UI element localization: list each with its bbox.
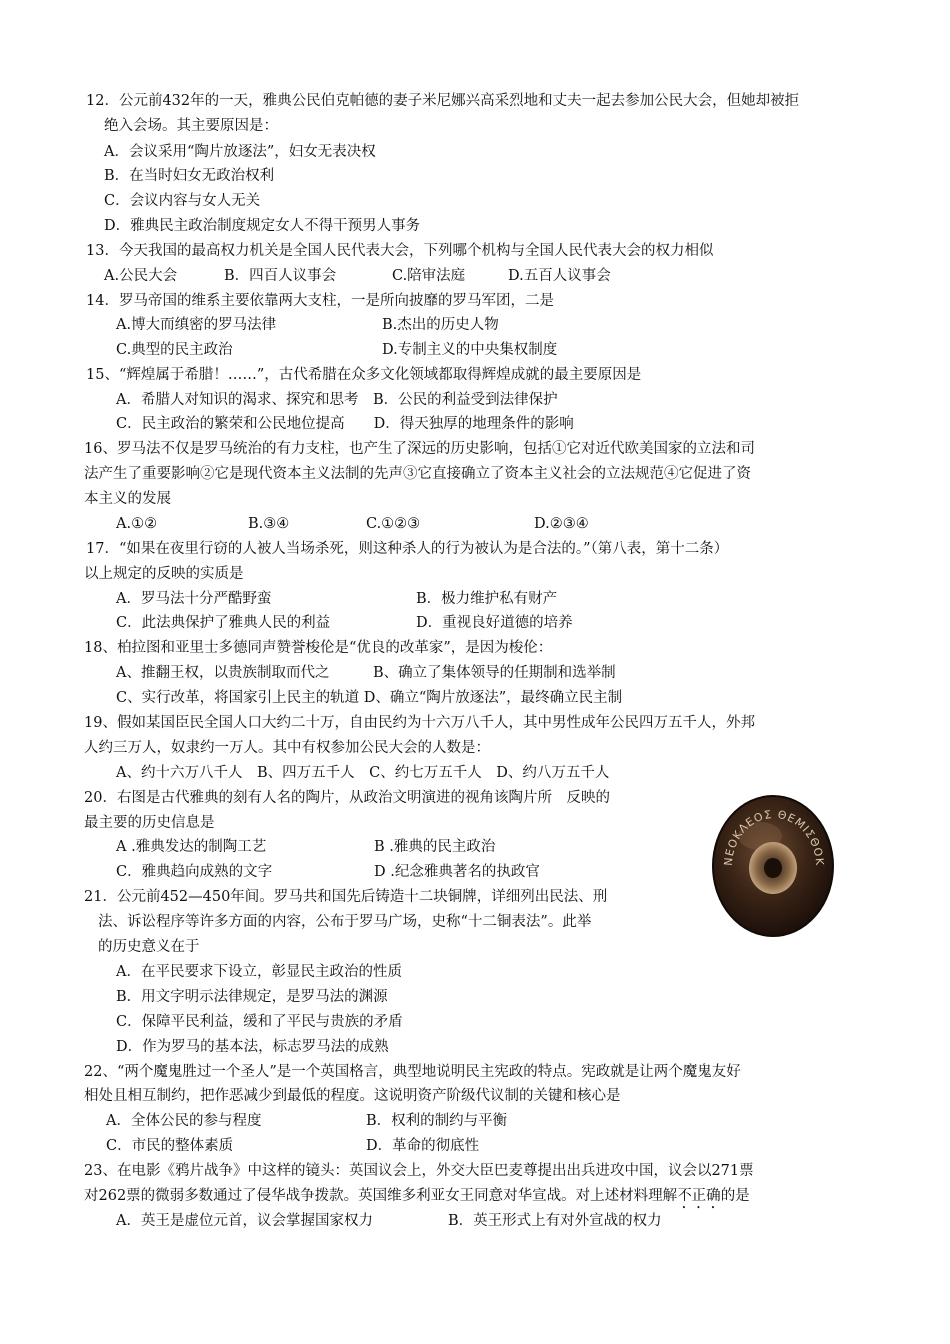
q21-option-a: A．在平民要求下设立，彰显民主政治的性质	[116, 964, 402, 980]
q12-stem-line2: 绝入会场。其主要原因是：	[104, 118, 278, 134]
q21-option-d: D．作为罗马的基本法，标志罗马法的成熟	[116, 1039, 389, 1055]
q13-stem: 13．今天我国的最高权力机关是全国人民代表大会，下列哪个机构与全国人民代表大会的权力相似	[86, 243, 714, 259]
q22-option-b: B．权利的制约与平衡	[366, 1113, 508, 1129]
q19-stem-line2: 人约三万人，奴隶约一万人。其中有权参加公民大会的人数是：	[84, 740, 490, 756]
q15-stem: 15、“辉煌属于希腊！……”，古代希腊在众多文化领域都取得辉煌成就的最主要原因是	[86, 367, 642, 383]
q17-stem-line1: 17．“如果在夜里行窃的人被人当场杀死，则这种杀人的行为被认为是合法的。”（第八表，第十二条）	[86, 541, 729, 557]
ostracon-image	[710, 790, 836, 938]
q23-stem-line2-a: 对262票的微弱多数通过了侵华战争拨款。英国维多利亚女王同意对华宣战。对上述材料理解	[84, 1188, 678, 1204]
q23-option-a: A．英王是虚位元首，议会掌握国家权力	[116, 1213, 373, 1229]
q16-option-c: C.①②③	[366, 516, 421, 532]
q20-option-d: D .纪念雅典著名的执政官	[374, 864, 540, 880]
q23-stem-line2-c: 的是	[720, 1188, 750, 1204]
q16-option-b: B.③④	[248, 516, 290, 532]
q18-options-ab: A、推翻王权，以贵族制取而代之 B、确立了集体领导的任期制和选举制	[116, 665, 616, 681]
q17-option-a: A．罗马法十分严酷野蛮	[116, 591, 272, 607]
q18-stem: 18、柏拉图和亚里士多德同声赞誉梭伦是“优良的改革家”，是因为梭伦：	[84, 640, 553, 656]
q22-stem-line1: 22、“两个魔鬼胜过一个圣人”是一个英国格言，典型地说明民主宪政的特点。宪政就是让两个魔鬼友好	[84, 1064, 741, 1080]
q16-stem-line1: 16、罗马法不仅是罗马统治的有力支柱，也产生了深远的历史影响，包括①它对近代欧美国家的立法和司	[84, 441, 755, 457]
q23-option-b: B．英王形式上有对外宣战的权力	[448, 1213, 662, 1229]
q21-option-c: C．保障平民利益，缓和了平民与贵族的矛盾	[116, 1014, 403, 1030]
q18-options-cd: C、实行改革，将国家引上民主的轨道 D、确立“陶片放逐法”，最终确立民主制	[116, 690, 623, 706]
q17-option-d: D．重视良好道德的培养	[416, 615, 573, 631]
q17-option-b: B．极力维护私有财产	[416, 591, 558, 607]
q21-stem-line1: 21．公元前452—450年间。罗马共和国先后铸造十二块铜牌，详细列出民法、刑	[84, 889, 608, 905]
q16-option-a: A.①②	[116, 516, 158, 532]
q21-stem-line2: 法、诉讼程序等许多方面的内容，公布于罗马广场，史称“十二铜表法”。此举	[98, 914, 592, 930]
ostracon-icon	[710, 790, 836, 938]
q17-stem-line2: 以上规定的反映的实质是	[84, 566, 244, 582]
q22-stem-line2: 相处且相互制约，把作恶减少到最低的程度。这说明资产阶级代议制的关键和核心是	[84, 1088, 621, 1104]
q20-option-c: C．雅典趋向成熟的文字	[116, 864, 273, 880]
ostracon-inscription: ΝΕΟΚΛΕΟΣ ΘΕΜΙΣΘΟΚ	[721, 807, 827, 867]
q14-option-b: B.杰出的历史人物	[382, 317, 499, 333]
q19-options: A、约十六万八千人 B、四万五千人 C、约七万五千人 D、约八万五千人	[116, 765, 610, 781]
q12-option-d: D．雅典民主政治制度规定女人不得干预男人事务	[104, 218, 421, 234]
q20-option-b: B .雅典的民主政治	[374, 839, 496, 855]
q12-option-b: B．在当时妇女无政治权利	[104, 168, 275, 184]
q14-option-c: C.典型的民主政治	[116, 342, 233, 358]
q15-options-ab: A．希腊人对知识的渴求、探究和思考 B．公民的利益受到法律保护	[116, 392, 558, 408]
q22-option-a: A．全体公民的参与程度	[106, 1113, 262, 1129]
q13-option-c: C.陪审法庭	[392, 268, 466, 284]
q14-stem: 14．罗马帝国的维系主要依靠两大支柱，一是所向披靡的罗马军团，二是	[86, 293, 554, 309]
q23-emphasis: 不正确	[677, 1188, 721, 1204]
q23-stem-line1: 23、在电影《鸦片战争》中这样的镜头：英国议会上，外交大臣巴麦尊提出出兵进攻中国，议会以271票	[84, 1163, 754, 1179]
q17-option-c: C．此法典保护了雅典人民的利益	[116, 615, 331, 631]
q22-option-d: D．革命的彻底性	[366, 1138, 480, 1154]
q13-option-d: D.五百人议事会	[508, 268, 611, 284]
q12-option-a: A．会议采用“陶片放逐法”，妇女无表决权	[104, 144, 376, 160]
q14-option-a: A.博大而缜密的罗马法律	[116, 317, 277, 333]
q16-stem-line3: 本主义的发展	[84, 491, 171, 507]
q13-option-a: A.公民大会	[104, 268, 178, 284]
q16-option-d: D.②③④	[534, 516, 589, 532]
q23-stem-line2	[84, 1186, 750, 1212]
q21-option-b: B．用文字明示法律规定，是罗马法的渊源	[116, 989, 388, 1005]
q19-stem-line1: 19、假如某国臣民全国人口大约二十万，自由民约为十六万八千人，其中男性成年公民四万五千人，外邦	[84, 715, 755, 731]
q13-option-b: B．四百人议事会	[224, 268, 337, 284]
q12-stem-line1: 12．公元前432年的一天，雅典公民伯克帕德的妻子米尼娜兴高采烈地和丈夫一起去参加公民大会，但她却被拒	[86, 93, 800, 109]
q15-options-cd: C．民主政治的繁荣和公民地位提高 D．得天独厚的地理条件的影响	[116, 416, 574, 432]
q20-stem-line2: 最主要的历史信息是	[84, 815, 215, 831]
q21-stem-line3: 的历史意义在于	[98, 939, 200, 955]
q20-stem-line1: 20．右图是古代雅典的刻有人名的陶片，从政治文明演进的视角该陶片所 反映的	[84, 790, 610, 806]
q16-stem-line2: 法产生了重要影响②它是现代资本主义法制的先声③它直接确立了资本主义社会的立法规范④它促进了资	[84, 466, 751, 482]
q20-option-a: A .雅典发达的制陶工艺	[116, 839, 267, 855]
q22-option-c: C．市民的整体素质	[106, 1138, 234, 1154]
q12-option-c: C．会议内容与女人无关	[104, 193, 261, 209]
q14-option-d: D.专制主义的中央集权制度	[382, 342, 558, 358]
